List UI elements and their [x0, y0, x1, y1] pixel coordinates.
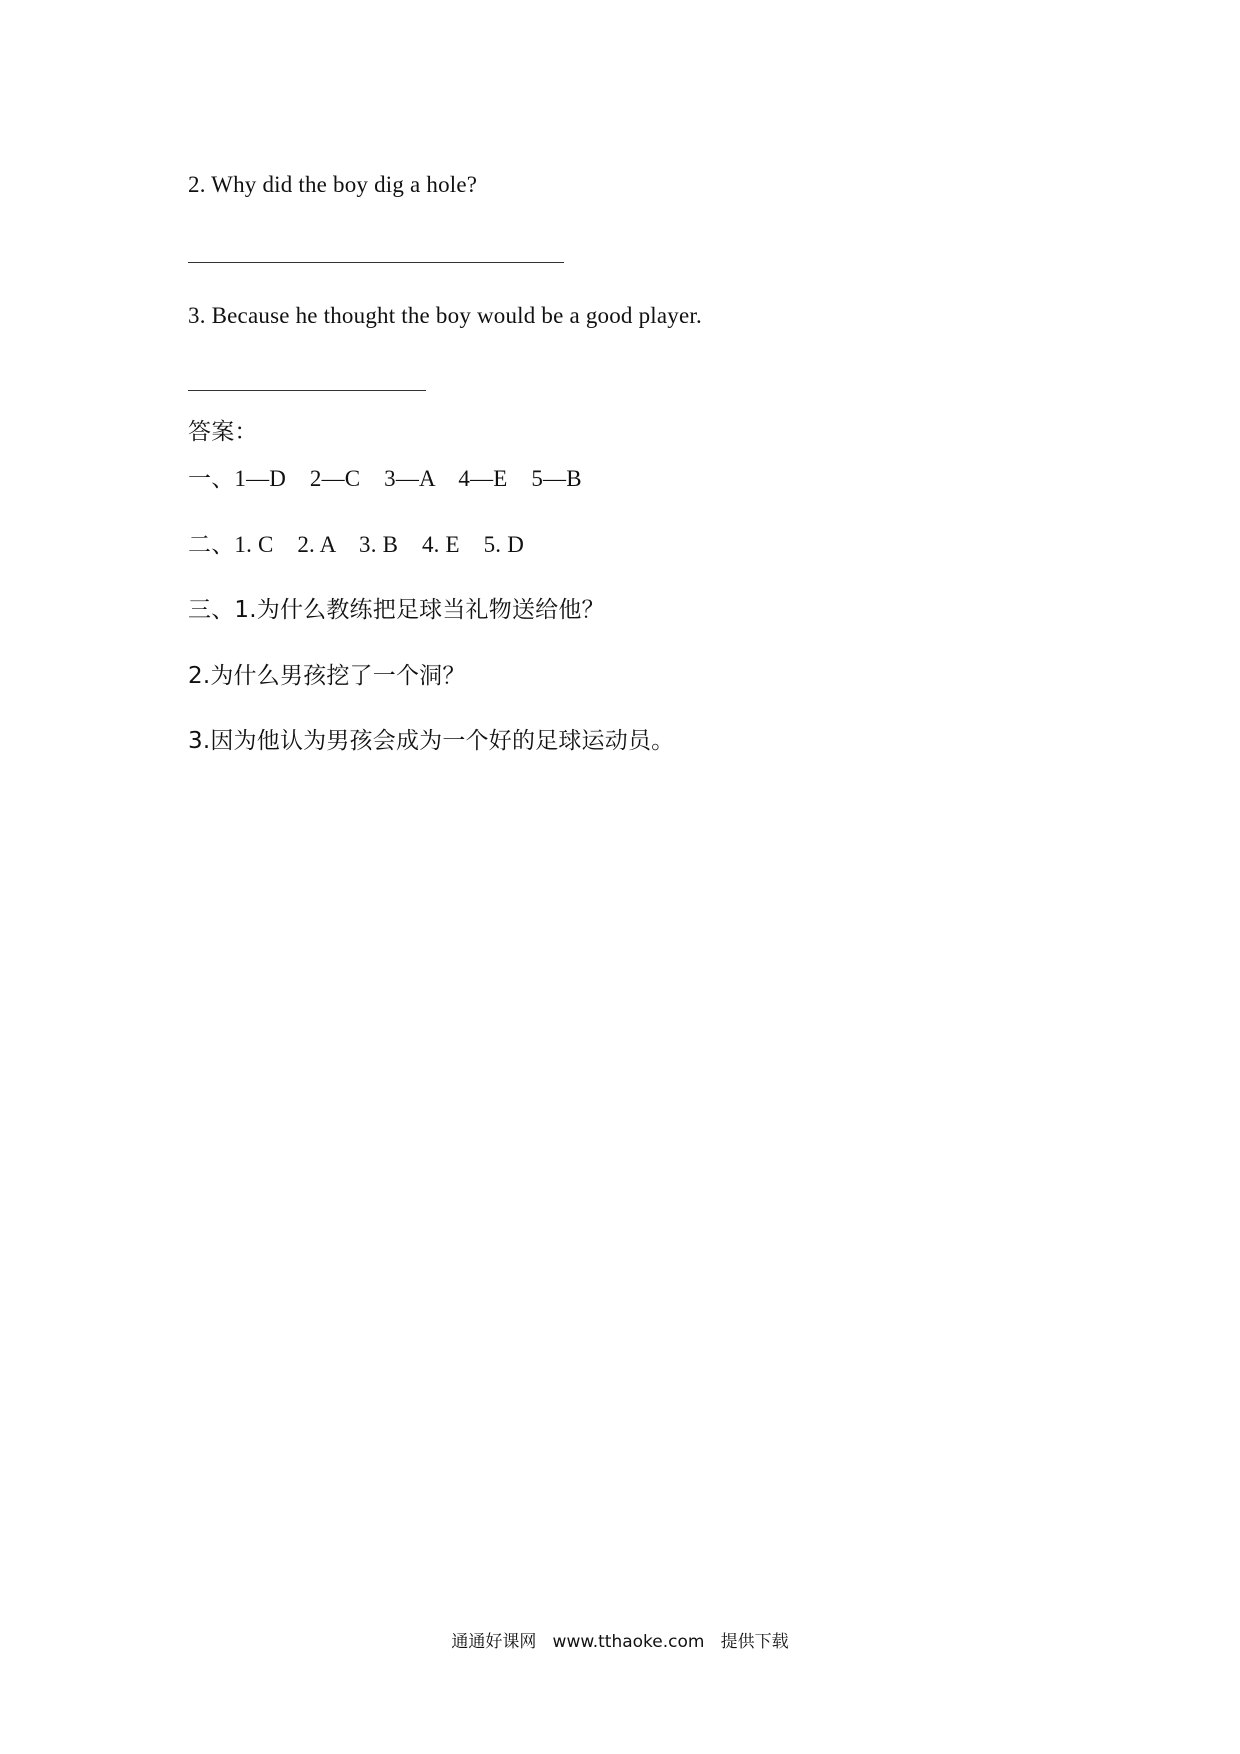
answers-part-3-item-2: 2.为什么男孩挖了一个洞？	[188, 663, 466, 689]
answers-part-3-item-3: 3.因为他认为男孩会成为一个好的足球运动员。	[188, 728, 675, 754]
answers-part-3-item-1: 三、1.为什么教练把足球当礼物送给他？	[188, 597, 605, 623]
answers-part-1: 一、1—D 2—C 3—A 4—E 5—B	[188, 466, 582, 491]
question-3: 3. Because he thought the boy would be a good player.	[188, 303, 702, 328]
answer-blank-3[interactable]	[188, 390, 426, 391]
answers-heading: 答案：	[188, 419, 258, 445]
page-footer: 通通好课网 www.tthaoke.com 提供下载	[451, 1632, 789, 1652]
answers-part-2: 二、1. C 2. A 3. B 4. E 5. D	[188, 532, 525, 557]
answer-blank-2[interactable]	[188, 262, 564, 263]
question-2: 2. Why did the boy dig a hole?	[188, 172, 478, 197]
